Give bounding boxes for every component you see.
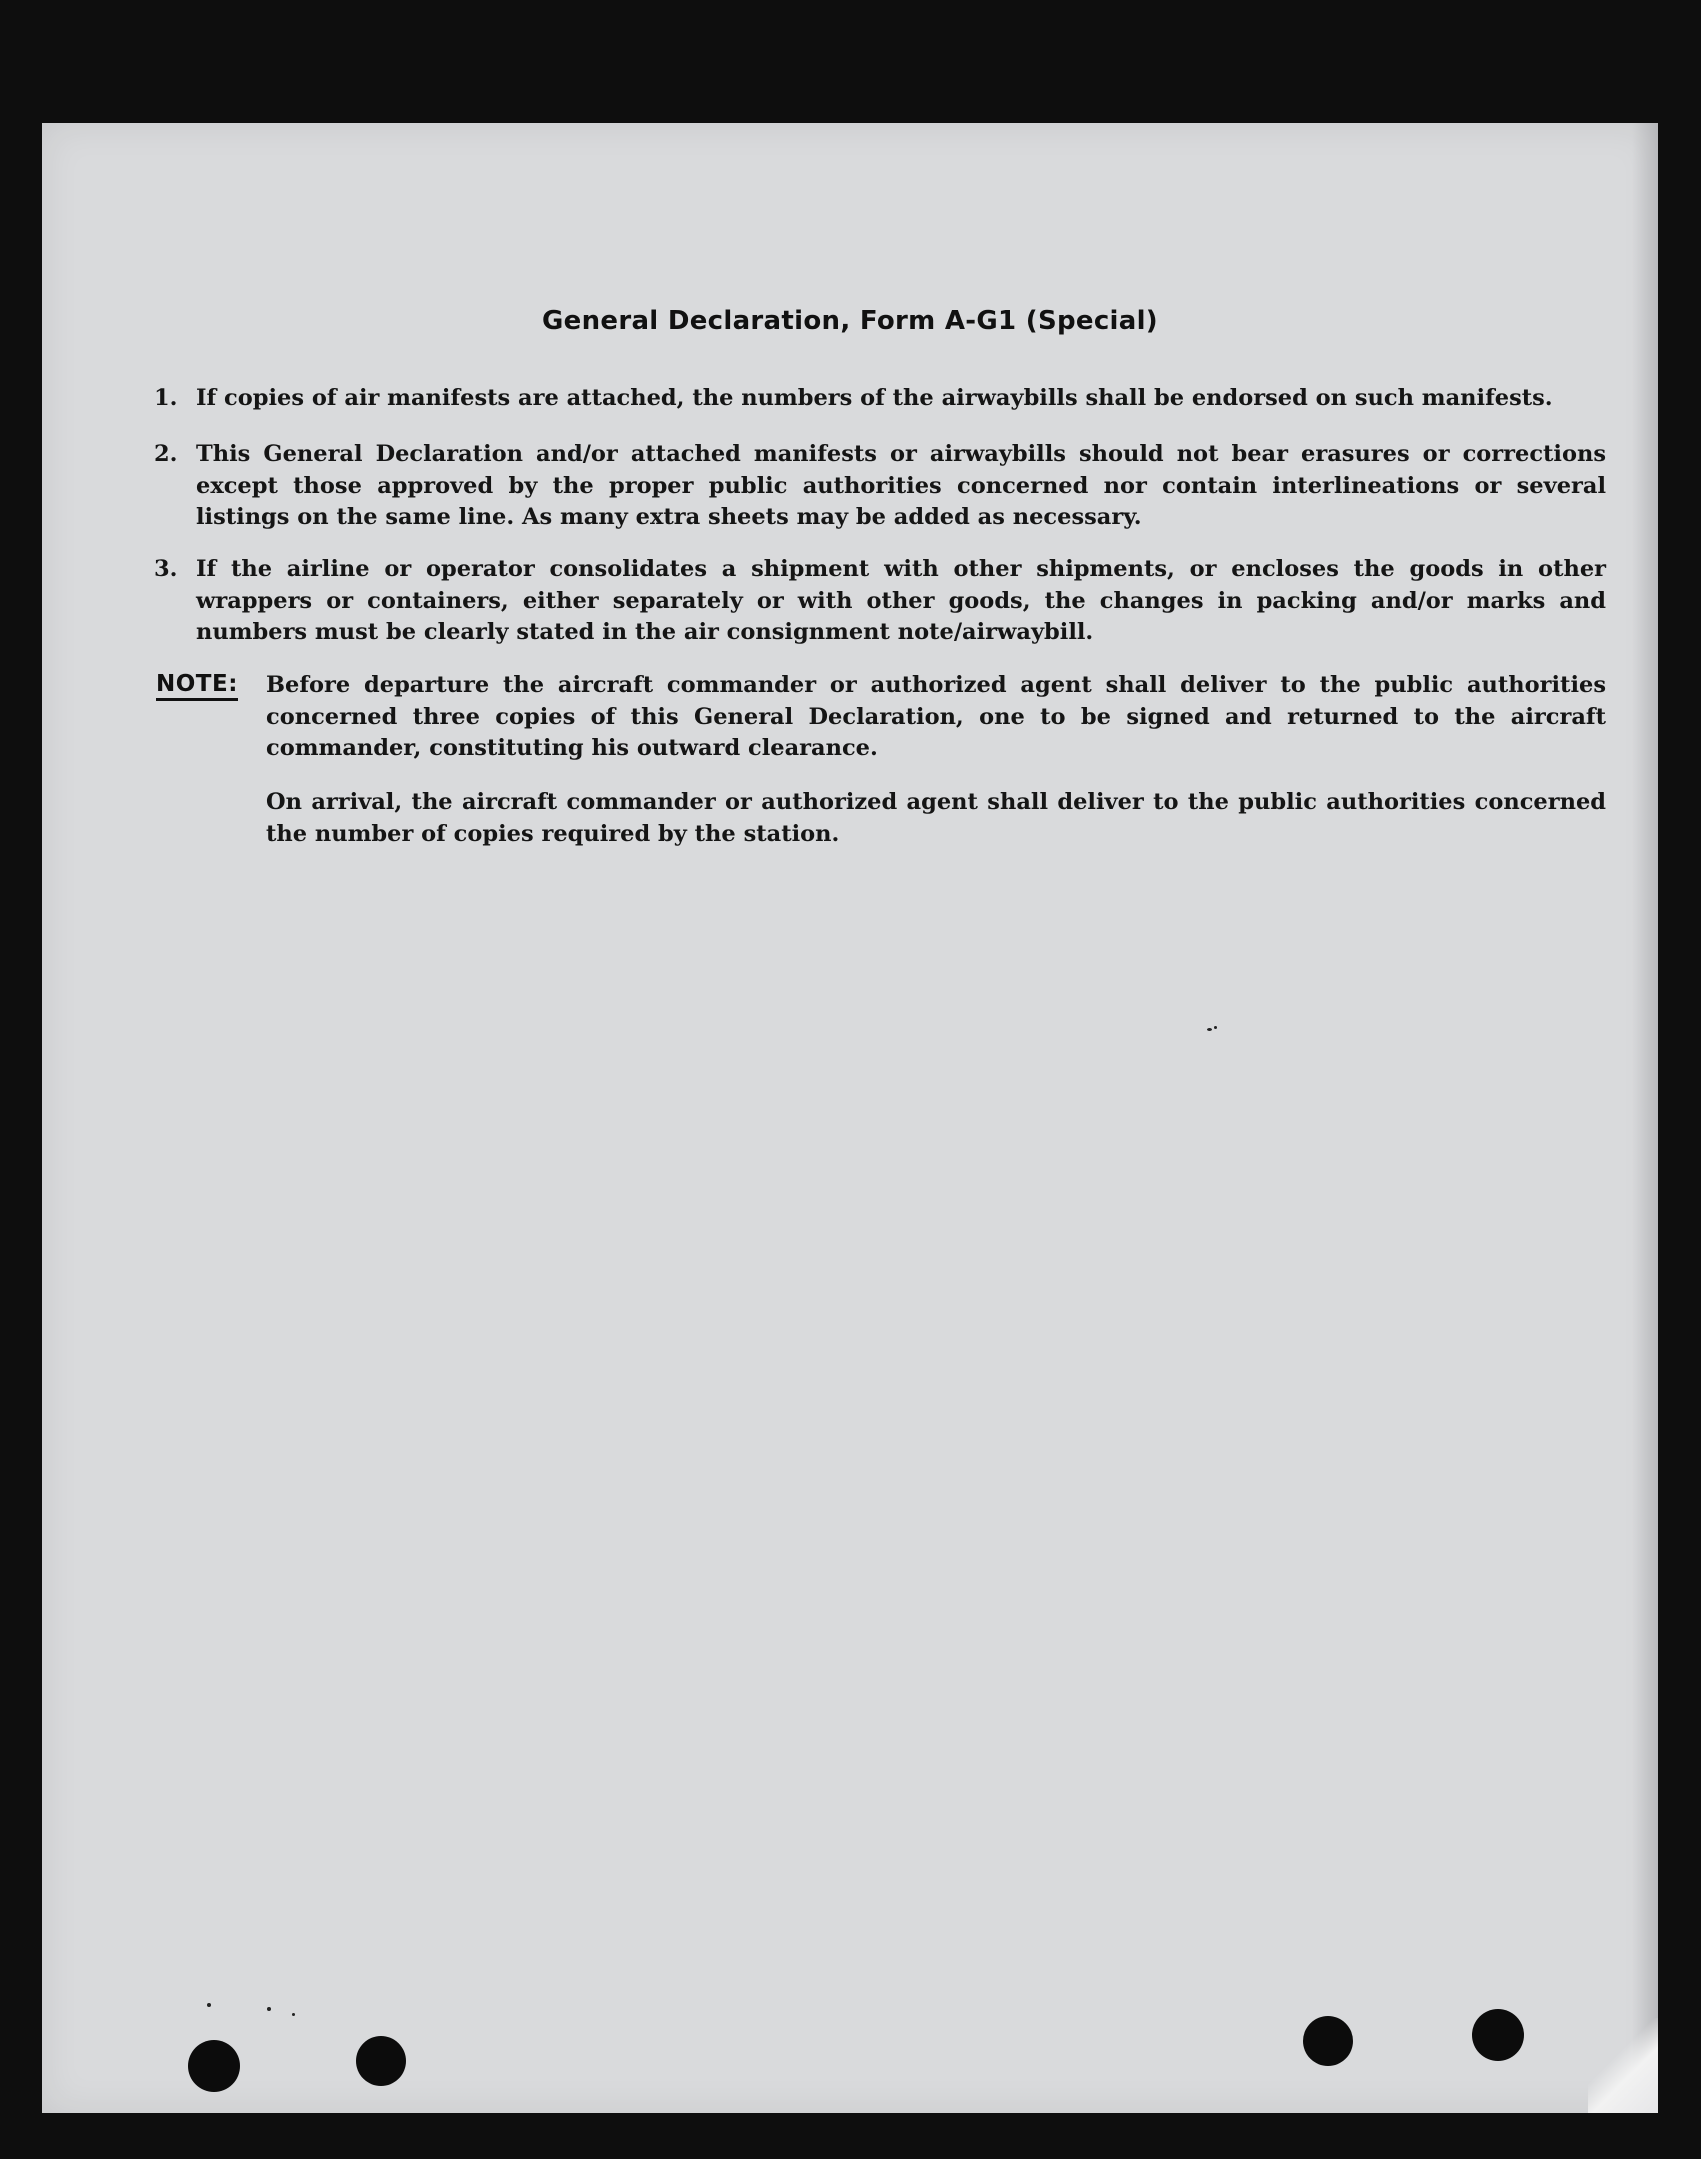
- item-text: This General Declaration and/or attached manifests or airwaybills should not bear erasures or corrections except those approved by the proper public authorities concerned nor contain interlineations or several listings on the same line. As many extra sheets may be added as necessary.: [196, 441, 1606, 530]
- dust-speck: [1207, 1028, 1212, 1031]
- note-label: NOTE:: [156, 670, 238, 701]
- item-number: 1.: [154, 385, 178, 411]
- item-number: 3.: [154, 556, 178, 582]
- list-item-3: [154, 554, 1606, 649]
- paper-edge-shadow: [1632, 123, 1658, 2113]
- note-paragraph-departure: Before departure the aircraft commander or authorized agent shall deliver to the public authorities concerned three copies of this General Declaration, one to be signed and returned to the aircraft commander, constituting his outward clearance.: [266, 672, 1606, 761]
- page-title: General Declaration, Form A-G1 (Special): [542, 306, 1158, 336]
- punch-hole: [188, 2040, 240, 2092]
- torn-corner: [1588, 2018, 1658, 2113]
- item-text: If copies of air manifests are attached, the numbers of the airwaybills shall be endorsed on such manifests.: [196, 385, 1553, 411]
- dust-speck: [292, 2013, 295, 2016]
- dust-speck: [1214, 1026, 1217, 1029]
- dust-speck: [267, 2007, 271, 2011]
- note-paragraph-arrival: On arrival, the aircraft commander or authorized agent shall deliver to the public authorities concerned the number of copies required by the station.: [266, 789, 1606, 847]
- paper-sheet: [42, 123, 1658, 2113]
- list-item-2: [154, 439, 1606, 534]
- punch-hole: [356, 2036, 406, 2086]
- punch-hole: [1472, 2009, 1524, 2061]
- list-item-1: [154, 383, 1606, 415]
- item-text: If the airline or operator consolidates a shipment with other shipments, or encloses the goods in other wrappers or containers, either separately or with other goods, the changes in packing and/or marks and numbers must be clearly stated in the air consignment note/airwaybill.: [196, 556, 1606, 645]
- item-number: 2.: [154, 441, 178, 467]
- punch-hole: [1303, 2016, 1353, 2066]
- dust-speck: [207, 2003, 211, 2007]
